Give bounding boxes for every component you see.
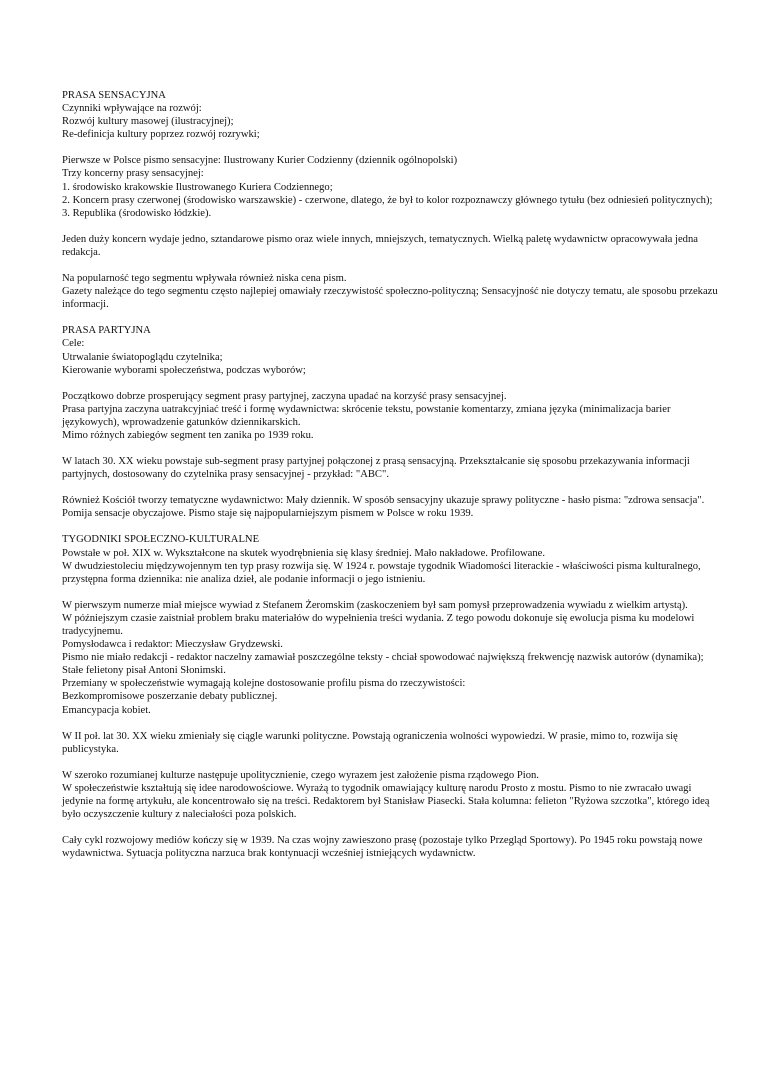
text-line: W późniejszym czasie zaistniał problem braku materiałów do wypełnienia treści wydania. Z tego powodu dokonuje się ewolucja pisma ku modelowi tradycyjnemu. xyxy=(62,612,695,637)
paragraph xyxy=(62,272,720,311)
paragraph xyxy=(62,455,720,481)
text-line: W latach 30. XX wieku powstaje sub-segment prasy partyjnej połączonej z prasą sensacyjną. Przekształcanie się sposobu przekazywania informacji partyjnych, dostosowany do czytelnika prasy sensacyjnej - przykład: "ABC". xyxy=(62,456,690,481)
text-line: Trzy koncerny prasy sensacyjnej: xyxy=(62,168,204,180)
paragraph xyxy=(62,390,720,442)
text-line: Pismo nie miało redakcji - redaktor naczelny zamawiał poszczególne teksty - chciał spowodować największą frekwencję nazwisk autorów (dynamika); xyxy=(62,652,704,664)
text-line: Przemiany w społeczeństwie wymagają kolejne dostosowanie profilu pisma do rzeczywistości: xyxy=(62,678,466,690)
text-line: W pierwszym numerze miał miejsce wywiad z Stefanem Żeromskim (zaskoczeniem był sam pomysł przeprowadzenia wywiadu z wielkim artystą). xyxy=(62,599,688,611)
text-line: Prasa partyjna zaczyna uatrakcyjniać treść i formę wydawnictwa: skrócenie tekstu, powstanie komentarzy, zmiana języka (minimalizacja barier językowych), wprowadzenie gatunków dziennikarskich. xyxy=(62,403,671,428)
text-line: Cele: xyxy=(62,338,85,350)
paragraph xyxy=(62,233,720,259)
paragraph xyxy=(62,599,720,717)
text-line: Jeden duży koncern wydaje jedno, sztandarowe pismo oraz wiele innych, mniejszych, tematycznych. Wielką paletę wydawnictw opracowywała jedna redakcja. xyxy=(62,233,698,258)
text-line: Pomysłodawca i redaktor: Mieczysław Grydzewski. xyxy=(62,639,283,651)
paragraph xyxy=(62,730,720,756)
text-line: 1. środowisko krakowskie Ilustrowanego Kuriera Codziennego; xyxy=(62,181,333,193)
text-line: Cały cykl rozwojowy mediów kończy się w 1939. Na czas wojny zawieszono prasę (pozostaje tylko Przegląd Sportowy). Po 1945 roku powstają nowe wydawnictwa. Sytuacja polityczna narzuca brak kontynuacji wcześniej istniejących wydawnictw. xyxy=(62,835,703,860)
text-line: Czynniki wpływające na rozwój: xyxy=(62,103,202,115)
text-line: Kierowanie wyborami społeczeństwa, podczas wyborów; xyxy=(62,364,306,376)
paragraph xyxy=(62,834,720,860)
document-body xyxy=(62,89,720,860)
text-line: Powstałe w poł. XIX w. Wykształcone na skutek wyodrębnienia się klasy średniej. Mało nakładowe. Profilowane. xyxy=(62,547,546,559)
text-line: 3. Republika (środowisko łódzkie). xyxy=(62,207,212,219)
text-line: Pierwsze w Polsce pismo sensacyjne: Ilustrowany Kurier Codzienny (dziennik ogólnopolski) xyxy=(62,155,458,167)
paragraph xyxy=(62,154,720,219)
section-heading: PRASA SENSACYJNA xyxy=(62,90,166,101)
text-line: Gazety należące do tego segmentu często najlepiej omawiały rzeczywistość społeczno-polityczną; Sensacyjność nie dotyczy tematu, ale sposobu przekazu informacji. xyxy=(62,286,718,311)
text-line: Bezkompromisowe poszerzanie debaty publicznej. xyxy=(62,691,278,703)
section-heading: PRASA PARTYJNA xyxy=(62,325,151,337)
paragraph xyxy=(62,494,720,520)
text-line: Emancypacja kobiet. xyxy=(62,704,151,716)
text-line: Stałe felietony pisał Antoni Słonimski. xyxy=(62,665,226,677)
section-heading: TYGODNIKI SPOŁECZNO-KULTURALNE xyxy=(62,534,260,546)
text-line: W dwudziestoleciu międzywojennym ten typ prasy rozwija się. W 1924 r. powstaje tygodnik Wiadomości literackie - właściwości pisma kulturalnego, przystępna forma dziennika: nie analiza dzieł, ale podanie informacji o jego istnieniu. xyxy=(62,560,701,585)
text-line: Utrwalanie światopoglądu czytelnika; xyxy=(62,351,223,363)
text-line: W szeroko rozumianej kulturze następuje upolitycznienie, czego wyrazem jest założenie pisma rządowego Pion. xyxy=(62,769,539,781)
text-line: Mimo różnych zabiegów segment ten zanika po 1939 roku. xyxy=(62,429,314,441)
text-line: W II poł. lat 30. XX wieku zmieniały się ciągle warunki polityczne. Powstają ograniczenia wolności wypowiedzi. W prasie, mimo to, rozwija się publicystyka. xyxy=(62,730,678,755)
text-line: Re-definicja kultury poprzez rozwój rozrywki; xyxy=(62,129,260,141)
text-line: Również Kościół tworzy tematyczne wydawnictwo: Mały dziennik. W sposób sensacyjny ukazuje sprawy polityczne - hasło pisma: "zdrowa sensacja". Pomija sensacje obyczajowe. Pismo staje się najpopularniejszym pismem w Polsce w roku 1939. xyxy=(62,495,705,520)
text-line: Rozwój kultury masowej (ilustracyjnej); xyxy=(62,116,234,128)
text-line: W społeczeństwie kształtują się idee narodowościowe. Wyrażą to tygodnik omawiający kulturę narodu Prosto z mostu. Pismo to nie zwracało uwagi jedynie na formę artykułu, ale koncentrowało się na treści. Redaktorem był Stanisław Piasecki. Stała kolumna: felieton "Ryżowa szczotka", którego ideą było oczyszczenie kultury z naleciałości poza polskich. xyxy=(62,782,710,821)
paragraph xyxy=(62,324,720,376)
paragraph xyxy=(62,533,720,585)
text-line: Na popularność tego segmentu wpływała również niska cena pism. xyxy=(62,273,347,285)
paragraph xyxy=(62,769,720,821)
text-line: Początkowo dobrze prosperujący segment prasy partyjnej, zaczyna upadać na korzyść prasy sensacyjnej. xyxy=(62,390,507,402)
text-line: 2. Koncern prasy czerwonej (środowisko warszawskie) - czerwone, dlatego, że był to kolor rozpoznawczy głównego tytułu (bez odniesień politycznych); xyxy=(62,194,713,206)
paragraph xyxy=(62,89,720,141)
